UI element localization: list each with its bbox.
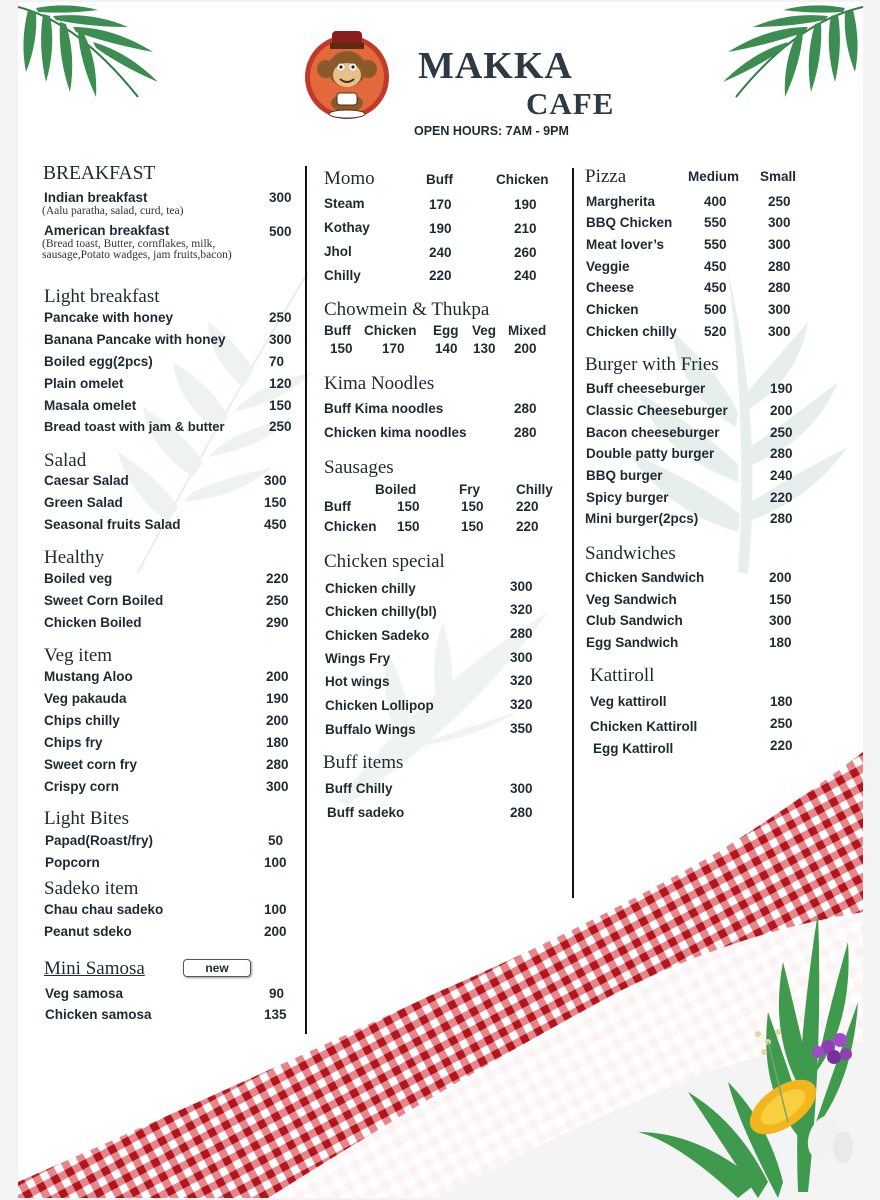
menu-item: Jhol: [324, 244, 352, 259]
item-price: 320: [510, 602, 533, 617]
item-price: 200: [770, 403, 793, 418]
item-price: 300: [768, 237, 791, 252]
menu-item: Buff Kima noodles: [324, 401, 444, 416]
item-price: 500: [704, 302, 727, 317]
item-price: 300: [510, 579, 533, 594]
column-header: Mixed: [508, 323, 547, 338]
item-price: 500: [269, 224, 292, 239]
menu-item: Kothay: [324, 220, 370, 235]
item-price: 170: [382, 341, 405, 356]
palm-leaf-top-left-icon: [18, 2, 168, 107]
section-title-sausages: Sausages: [324, 457, 394, 478]
item-price: 200: [266, 713, 289, 728]
column-header: Chicken: [364, 323, 417, 338]
menu-item: Buffalo Wings: [325, 722, 416, 737]
item-price: 320: [510, 673, 533, 688]
menu-item: Egg Kattiroll: [593, 741, 674, 756]
menu-item: Chicken Kattiroll: [590, 719, 698, 734]
item-price: 200: [769, 570, 792, 585]
menu-item: Chicken chilly(bl): [325, 604, 437, 619]
item-price: 250: [266, 593, 289, 608]
item-price: 180: [770, 694, 793, 709]
item-price: 150: [397, 499, 420, 514]
menu-item: Boiled egg(2pcs): [44, 354, 153, 369]
menu-item: Banana Pancake with honey: [44, 332, 226, 347]
item-price: 250: [770, 425, 793, 440]
menu-item: Margherita: [586, 194, 656, 209]
item-price: 300: [768, 215, 791, 230]
item-price: 220: [516, 519, 539, 534]
menu-item: Green Salad: [44, 495, 123, 510]
item-price: 250: [768, 194, 791, 209]
item-price: 190: [514, 197, 537, 212]
menu-item: Cheese: [586, 280, 635, 295]
item-price: 450: [704, 280, 727, 295]
menu-item: Veg pakauda: [44, 691, 127, 706]
menu-item: Seasonal fruits Salad: [44, 517, 181, 532]
menu-item: Steam: [324, 196, 365, 211]
item-price: 220: [266, 571, 289, 586]
menu-item: BBQ Chicken: [586, 215, 673, 230]
item-price: 70: [269, 354, 285, 369]
menu-item: Chicken Lollipop: [325, 698, 434, 713]
item-price: 450: [264, 517, 287, 532]
menu-item: Mustang Aloo: [44, 669, 133, 684]
menu-item: Buff sadeko: [327, 805, 405, 820]
item-description: (Aalu paratha, salad, curd, tea): [42, 205, 184, 217]
item-price: 280: [770, 511, 793, 526]
item-price: 300: [510, 781, 533, 796]
item-price: 100: [264, 855, 287, 870]
item-price: 300: [266, 779, 289, 794]
item-price: 120: [269, 376, 292, 391]
item-price: 135: [264, 1007, 287, 1022]
item-price: 300: [768, 324, 791, 339]
column-header: Veg: [472, 323, 497, 338]
menu-item: Chicken kima noodles: [324, 425, 467, 440]
menu-item: Chicken Sadeko: [325, 628, 430, 643]
item-price: 350: [510, 721, 533, 736]
menu-item: Sweet Corn Boiled: [44, 593, 164, 608]
column-header: Egg: [433, 323, 459, 338]
column-header: Chicken: [496, 172, 549, 187]
item-price: 90: [269, 986, 285, 1001]
palm-leaf-top-right-icon: [706, 2, 863, 107]
item-price: 150: [461, 499, 484, 514]
item-price: 280: [510, 805, 533, 820]
column-header: Small: [760, 169, 797, 184]
section-title-veg-item: Veg item: [44, 645, 113, 666]
item-price: 300: [269, 190, 292, 205]
section-title-sadeko: Sadeko item: [44, 878, 139, 899]
item-price: 150: [397, 519, 420, 534]
item-price: 190: [770, 381, 793, 396]
menu-item: BBQ burger: [586, 468, 663, 483]
item-price: 200: [264, 924, 287, 939]
menu-item: Veg kattiroll: [590, 694, 667, 709]
menu-item: Crispy corn: [44, 779, 120, 794]
item-price: 450: [704, 259, 727, 274]
menu-item: Spicy burger: [586, 490, 669, 505]
menu-item: American breakfast: [44, 223, 170, 238]
menu-item: Chips chilly: [44, 713, 120, 728]
item-price: 200: [266, 669, 289, 684]
item-price: 300: [510, 650, 533, 665]
item-price: 180: [769, 635, 792, 650]
item-price: 130: [473, 341, 496, 356]
item-price: 290: [266, 615, 289, 630]
item-price: 190: [266, 691, 289, 706]
item-price: 180: [266, 735, 289, 750]
section-title-momo: Momo: [324, 168, 375, 189]
column-header: Boiled: [375, 482, 417, 497]
section-title-pizza: Pizza: [585, 166, 627, 187]
item-price: 250: [770, 716, 793, 731]
menu-item: Popcorn: [45, 855, 100, 870]
column-header: Medium: [688, 169, 740, 184]
menu-item: Classic Cheeseburger: [586, 403, 728, 418]
menu-page: [18, 2, 863, 1198]
section-title-light-breakfast: Light breakfast: [44, 286, 160, 307]
item-price: 150: [769, 592, 792, 607]
column-header: Buff: [324, 323, 351, 338]
menu-item: Caesar Salad: [44, 473, 129, 488]
menu-item: Pancake with honey: [44, 310, 174, 325]
item-price: 220: [770, 490, 793, 505]
column-header: Chilly: [516, 482, 553, 497]
section-title-chowmein: Chowmein & Thukpa: [324, 299, 490, 320]
item-price: 210: [514, 221, 537, 236]
menu-item: Veg samosa: [45, 986, 124, 1001]
item-price: 150: [330, 341, 353, 356]
monkey-logo-icon: [304, 29, 390, 122]
item-price: 280: [768, 259, 791, 274]
section-title-mini-samosa: Mini Samosa: [44, 958, 145, 979]
menu-item: Buff Chilly: [325, 781, 393, 796]
item-price: 280: [770, 446, 793, 461]
item-price: 100: [264, 902, 287, 917]
item-price: 300: [769, 613, 792, 628]
new-badge: new: [183, 959, 251, 977]
item-price: 520: [704, 324, 727, 339]
menu-item: Chicken samosa: [45, 1007, 152, 1022]
item-price: 250: [269, 419, 292, 434]
section-title-kattiroll: Kattiroll: [590, 665, 655, 686]
column-header: Buff: [426, 172, 453, 187]
menu-item: Indian breakfast: [44, 190, 148, 205]
menu-item: Bread toast with jam & butter: [44, 419, 225, 434]
menu-item: Veggie: [586, 259, 630, 274]
item-price: 280: [266, 757, 289, 772]
item-price: 190: [429, 221, 452, 236]
item-price: 200: [514, 341, 537, 356]
menu-item: Chicken Boiled: [44, 615, 142, 630]
item-price: 280: [514, 401, 537, 416]
item-price: 260: [514, 245, 537, 260]
item-price: 240: [429, 245, 452, 260]
menu-item: Chicken: [324, 519, 377, 534]
item-price: 150: [461, 519, 484, 534]
menu-item: Chicken chilly: [586, 324, 677, 339]
menu-item: Sweet corn fry: [44, 757, 138, 772]
item-price: 280: [768, 280, 791, 295]
menu-item: Chau chau sadeko: [44, 902, 164, 917]
item-price: 140: [435, 341, 458, 356]
menu-item: Meat lover’s: [586, 237, 665, 252]
menu-item: Veg Sandwich: [586, 592, 677, 607]
item-price: 300: [269, 332, 292, 347]
menu-item: Masala omelet: [44, 398, 137, 413]
menu-item: Chilly: [324, 268, 361, 283]
menu-item: Wings Fry: [325, 651, 391, 666]
flower-bouquet-icon: [618, 892, 863, 1198]
menu-item: Papad(Roast/fry): [45, 833, 154, 848]
menu-item: Egg Sandwich: [586, 635, 679, 650]
item-price: 550: [704, 237, 727, 252]
brand-title: MAKKA: [418, 45, 573, 87]
section-title-salad: Salad: [44, 450, 87, 471]
menu-item: Boiled veg: [44, 571, 113, 586]
item-price: 220: [770, 738, 793, 753]
item-price: 320: [510, 697, 533, 712]
item-price: 300: [768, 302, 791, 317]
item-price: 150: [264, 495, 287, 510]
menu-item: Hot wings: [325, 674, 390, 689]
menu-item: Chicken: [586, 302, 639, 317]
item-description: (Bread toast, Butter, cornflakes, milk, sausage,Potato wadges, jam fruits,bacon): [42, 238, 232, 261]
menu-item: Peanut sdeko: [44, 924, 132, 939]
section-title-light-bites: Light Bites: [44, 808, 129, 829]
menu-item: Mini burger(2pcs): [585, 511, 699, 526]
menu-item: Bacon cheeseburger: [586, 425, 720, 440]
menu-item: Buff: [324, 499, 351, 514]
menu-item: Double patty burger: [586, 446, 715, 461]
menu-item: Chips fry: [44, 735, 103, 750]
menu-item: Buff cheeseburger: [586, 381, 706, 396]
item-price: 400: [704, 194, 727, 209]
menu-item: Club Sandwich: [586, 613, 683, 628]
item-price: 280: [514, 425, 537, 440]
item-price: 550: [704, 215, 727, 230]
item-price: 150: [269, 398, 292, 413]
section-title-buff-items: Buff items: [323, 752, 404, 773]
section-title-healthy: Healthy: [44, 547, 105, 568]
column-header: Fry: [459, 482, 481, 497]
section-title-sandwiches: Sandwiches: [585, 543, 676, 564]
item-price: 240: [770, 468, 793, 483]
section-title-kima-noodles: Kima Noodles: [324, 373, 435, 394]
menu-item: Chicken Sandwich: [585, 570, 705, 585]
menu-item: Chicken chilly: [325, 581, 416, 596]
item-price: 240: [514, 268, 537, 283]
brand-subtitle: CAFE: [526, 86, 615, 121]
section-title-chicken-special: Chicken special: [324, 551, 445, 572]
item-price: 220: [429, 268, 452, 283]
item-price: 50: [268, 833, 284, 848]
section-title-burger: Burger with Fries: [585, 354, 719, 375]
open-hours: OPEN HOURS: 7AM - 9PM: [414, 124, 569, 138]
item-price: 250: [269, 310, 292, 325]
section-title-breakfast: BREAKFAST: [43, 163, 156, 184]
item-price: 170: [429, 197, 452, 212]
item-price: 220: [516, 499, 539, 514]
item-price: 300: [264, 473, 287, 488]
item-price: 280: [510, 626, 533, 641]
menu-item: Plain omelet: [44, 376, 124, 391]
